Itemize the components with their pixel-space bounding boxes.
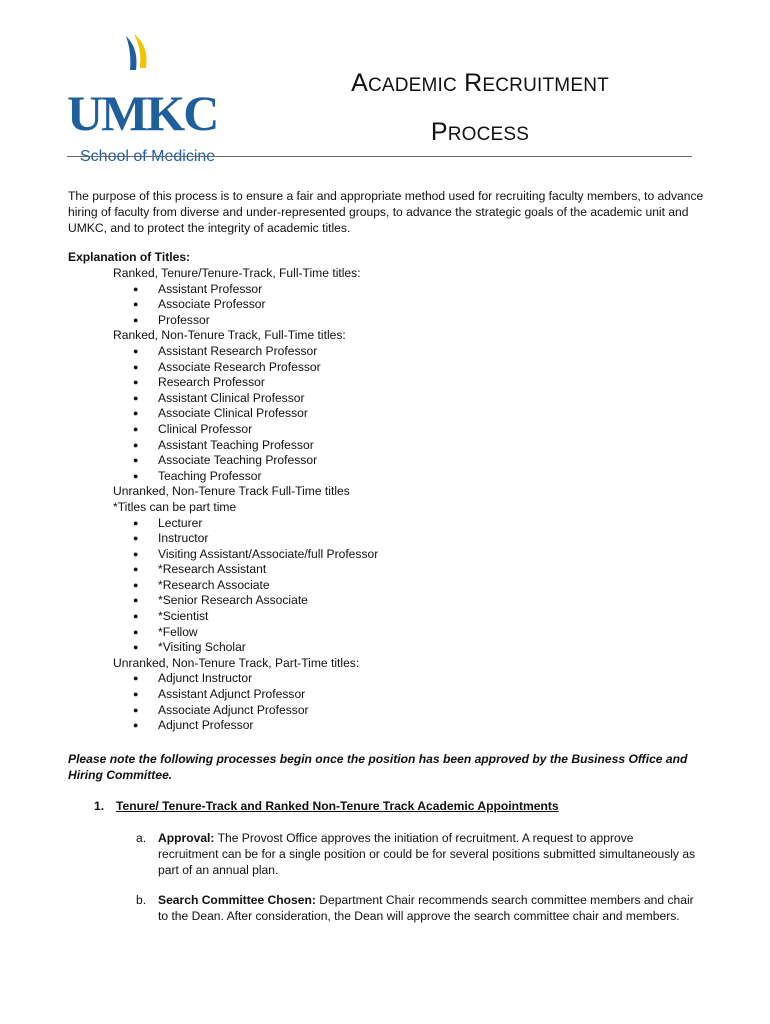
process-note: Please note the following processes begin once the position has been approved by the Business Office and Hiring Committee. xyxy=(68,752,688,782)
list-item: ● Assistant Professor xyxy=(133,281,263,296)
list-item: ● Assistant Clinical Professor xyxy=(133,390,305,405)
list-item: ● Adjunct Professor xyxy=(133,718,254,733)
list-item: ● Professor xyxy=(133,312,210,327)
bullet-icon: ● xyxy=(133,299,139,310)
step-label: Approval: xyxy=(158,831,215,845)
list-item: ● Assistant Teaching Professor xyxy=(133,437,314,452)
bullet-icon: ● xyxy=(133,408,139,419)
titles-list xyxy=(113,266,378,734)
bullet-icon: ● xyxy=(133,533,139,544)
list-item: ● *Research Associate xyxy=(133,577,270,592)
bullet-icon: ● xyxy=(133,377,139,388)
bullet-icon: ● xyxy=(133,704,139,715)
step-letter: a. xyxy=(136,831,147,845)
bullet-list xyxy=(113,671,378,733)
bullet-icon: ● xyxy=(133,283,139,294)
list-item: ● Assistant Adjunct Professor xyxy=(133,687,306,702)
group-label: Unranked, Non-Tenure Track Full-Time titles xyxy=(113,484,350,499)
list-item: ● Research Professor xyxy=(133,375,265,390)
list-item: ● Lecturer xyxy=(133,515,203,530)
bullet-list xyxy=(113,516,378,656)
bullet-icon: ● xyxy=(133,361,139,372)
step-text: Department Chair recommends search committee members and chair to the Dean. After consideration, the Dean will approve the search committee chair and members. xyxy=(158,893,694,923)
logo-subtitle: School of Medicine xyxy=(80,148,216,165)
bullet-icon: ● xyxy=(133,595,139,606)
list-item: ● Assistant Research Professor xyxy=(133,343,318,358)
list-item: ● *Visiting Scholar xyxy=(133,640,246,655)
group-note: *Titles can be part time xyxy=(113,499,237,514)
page-title xyxy=(290,60,670,158)
bullet-icon: ● xyxy=(133,345,139,356)
logo-wordmark: UMKC xyxy=(67,85,218,141)
bullet-icon: ● xyxy=(133,673,139,684)
umkc-logo xyxy=(64,30,234,165)
list-item: ● Associate Research Professor xyxy=(133,359,321,374)
group-label: Unranked, Non-Tenure Track, Part-Time titles: xyxy=(113,655,360,670)
list-item: ● Clinical Professor xyxy=(133,421,253,436)
group-label: Ranked, Non-Tenure Track, Full-Time titles: xyxy=(113,328,346,343)
list-item: ● Instructor xyxy=(133,531,209,546)
section-number: 1. xyxy=(94,799,105,813)
title-line-1: ACADEMIC RECRUITMENT xyxy=(351,69,609,97)
bullet-icon: ● xyxy=(133,517,139,528)
step-letter: b. xyxy=(136,893,147,907)
list-item: ● *Scientist xyxy=(133,609,209,624)
header-divider xyxy=(67,156,692,157)
section-title: Tenure/ Tenure-Track and Ranked Non-Tenure Track Academic Appointments xyxy=(116,799,559,813)
step-search-committee xyxy=(136,892,696,924)
list-item: ● Associate Adjunct Professor xyxy=(133,702,309,717)
bullet-icon: ● xyxy=(133,423,139,434)
bullet-icon: ● xyxy=(133,314,139,325)
bullet-icon: ● xyxy=(133,689,139,700)
list-item: ● Associate Clinical Professor xyxy=(133,406,308,421)
titles-heading: Explanation of Titles: xyxy=(68,250,191,264)
list-item: ● *Research Assistant xyxy=(133,562,267,577)
bullet-icon: ● xyxy=(133,392,139,403)
list-item: ● Teaching Professor xyxy=(133,468,262,483)
list-item: ● Adjunct Instructor xyxy=(133,671,253,686)
bullet-icon: ● xyxy=(133,626,139,637)
bullet-icon: ● xyxy=(133,548,139,559)
step-text: The Provost Office approves the initiation of recruitment. A request to approve recruitment can be for a single position or could be for several positions submitted simultaneously as part of an annual plan. xyxy=(158,831,696,877)
bullet-icon: ● xyxy=(133,470,139,481)
bullet-icon: ● xyxy=(133,455,139,466)
list-item: ● *Senior Research Associate xyxy=(133,593,308,608)
list-item: ● *Fellow xyxy=(133,624,198,639)
bullet-icon: ● xyxy=(133,439,139,450)
bullet-icon: ● xyxy=(133,720,139,731)
list-item: ● Associate Professor xyxy=(133,297,266,312)
bullet-list xyxy=(113,282,378,329)
intro-paragraph: The purpose of this process is to ensure a fair and appropriate method used for recruiting faculty members, to advance hiring of faculty from diverse and under-represented groups, to advance the strategic goals of the academic unit and UMKC, and to protect the integrity of academic titles. xyxy=(68,189,704,235)
bullet-icon: ● xyxy=(133,579,139,590)
list-item: ● Visiting Assistant/Associate/full Professor xyxy=(133,546,379,561)
title-line-2: PROCESS xyxy=(430,118,530,146)
bullet-icon: ● xyxy=(133,564,139,575)
bullet-icon: ● xyxy=(133,642,139,653)
section-heading xyxy=(94,799,559,813)
bullet-list xyxy=(113,344,378,484)
step-label: Search Committee Chosen: xyxy=(158,893,316,907)
step-approval xyxy=(136,830,696,878)
group-label: Ranked, Tenure/Tenure-Track, Full-Time titles: xyxy=(113,266,361,280)
bullet-icon: ● xyxy=(133,611,139,622)
list-item: ● Associate Teaching Professor xyxy=(133,453,318,468)
